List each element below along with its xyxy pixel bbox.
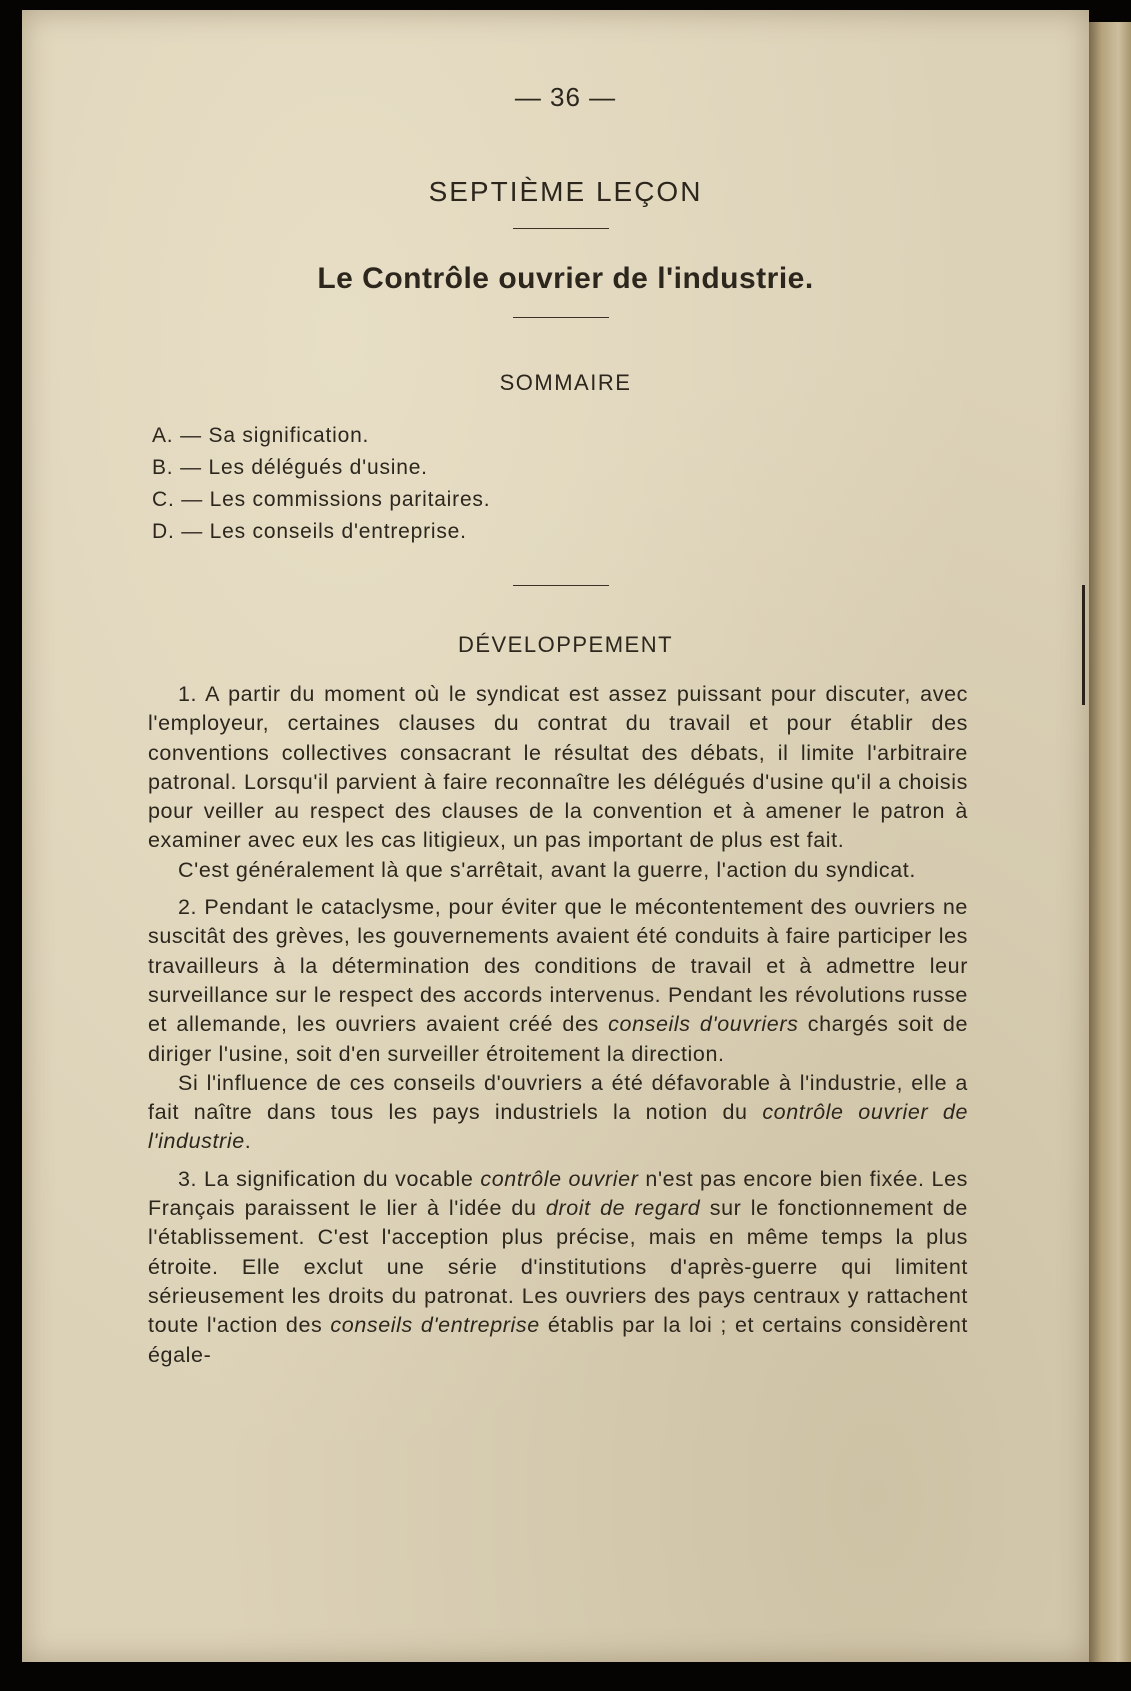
paragraph-text: C'est généralement là que s'arrêtait, avant la guerre, l'action du syndicat. xyxy=(178,857,916,882)
development-body xyxy=(148,680,968,1370)
italic-term: droit de regard xyxy=(545,1196,701,1221)
italic-term: conseils d'ouvriers xyxy=(608,1012,799,1037)
paragraph-3 xyxy=(148,1165,968,1370)
paragraph-1 xyxy=(148,680,968,856)
lesson-title: SEPTIÈME LEÇON xyxy=(428,176,703,207)
paragraph-text: . xyxy=(244,1129,252,1154)
summary-item-a: A. — Sa signification. xyxy=(152,424,370,447)
paragraph-text: établis par la loi ; et certains considèrent égale- xyxy=(148,1313,969,1367)
subject-divider xyxy=(513,317,609,318)
title-divider xyxy=(513,228,609,229)
italic-term: contrôle ouvrier xyxy=(480,1166,639,1191)
paragraph-text: sur le fonctionnement de l'établissement. C'est l'acception plus précise, mais en même temps la plus étroite. Elle exclut une série d'institutions d'après-guerre qui limitent sérieusement les droits du patronat. Les ouvriers des pays centraux y rattachent toute l'action des xyxy=(148,1196,968,1338)
subject-title: Le Contrôle ouvrier de l'industrie. xyxy=(317,262,814,295)
paragraph-text: 3. La signification du vocable xyxy=(178,1166,481,1191)
paragraph-text: Si l'influence de ces conseils d'ouvriers a été défavorable à l'industrie, elle a fait naître dans tous les pays industriels la notion du xyxy=(148,1070,968,1125)
paragraph-text: chargés soit de diriger l'usine, soit d'en surveiller étroitement la direction. xyxy=(148,1012,969,1066)
summary-divider xyxy=(513,585,609,586)
paragraph-2 xyxy=(148,893,968,1069)
summary-item-d: D. — Les conseils d'entreprise. xyxy=(152,520,467,543)
summary-item-c: C. — Les commissions paritaires. xyxy=(152,488,491,511)
italic-term: contrôle ouvrier de l'industrie xyxy=(148,1100,969,1154)
paragraph-1b xyxy=(148,856,968,885)
paragraph-text: 2. Pendant le cataclysme, pour éviter que le mécontentement des ouvriers ne suscitât des grèves, les gouvernements avaient été conduits à faire participer les travailleurs à la détermination des conditions de travail et à admettre leur surveillance sur le respect des accords intervenus. Pendant les révolutions russe et allemande, les ouvriers avaient créé des xyxy=(148,895,968,1037)
paragraph-2b xyxy=(148,1069,968,1157)
summary-item-b: B. — Les délégués d'usine. xyxy=(152,456,428,479)
paragraph-text: 1. A partir du moment où le syndicat est assez puissant pour discuter, avec l'employeur, certaines clauses du contrat du travail et pour établir des conventions collectives consacrant le résultat des débats, il limite l'arbitraire patronal. Lorsqu'il parvient à faire reconnaître les délégués d'usine qu'il a choisis pour veiller au respect des clauses de la convention et à amener le patron à examiner avec eux les cas litigieux, un pas important de plus est fait. xyxy=(148,682,968,853)
summary-list xyxy=(152,420,490,548)
summary-heading: SOMMAIRE xyxy=(499,370,632,395)
page-number: — 36 — xyxy=(514,82,617,112)
italic-term: conseils d'entreprise xyxy=(330,1313,540,1338)
development-heading: DÉVELOPPEMENT xyxy=(457,632,674,657)
paragraph-text: n'est pas encore bien fixée. Les Français paraissent le lier à l'idée du xyxy=(148,1166,968,1221)
